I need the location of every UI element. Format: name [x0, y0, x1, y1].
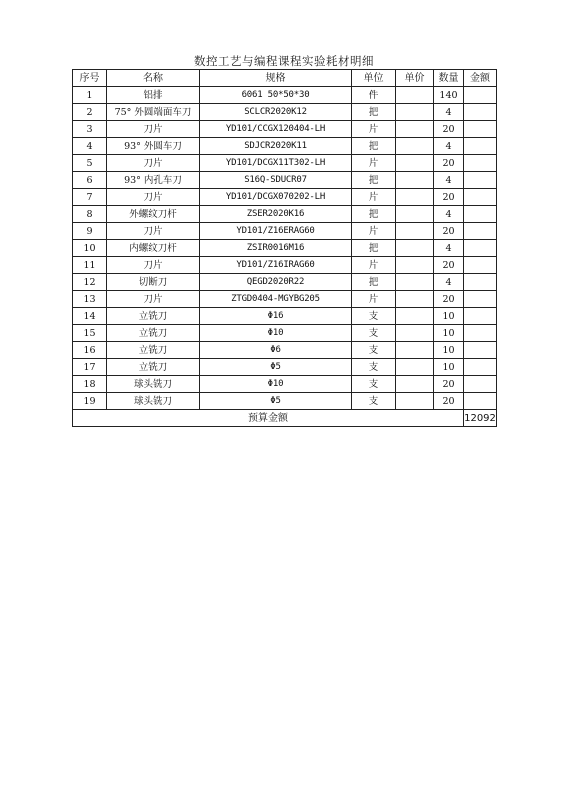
cell-name: 外螺纹刀杆 — [107, 206, 200, 223]
table-row — [73, 155, 497, 172]
cell-price — [396, 359, 434, 376]
cell-amount — [464, 359, 497, 376]
cell-unit: 支 — [352, 393, 396, 410]
cell-amount — [464, 342, 497, 359]
table-row — [73, 274, 497, 291]
cell-qty: 4 — [434, 172, 464, 189]
cell-name: 铝排 — [107, 87, 200, 104]
cell-spec: SDJCR2020K11 — [200, 138, 352, 155]
cell-qty: 20 — [434, 121, 464, 138]
table-row — [73, 240, 497, 257]
cell-qty: 10 — [434, 342, 464, 359]
table-row — [73, 359, 497, 376]
table-row — [73, 87, 497, 104]
cell-qty: 4 — [434, 104, 464, 121]
cell-no: 16 — [73, 342, 107, 359]
cell-qty: 20 — [434, 223, 464, 240]
cell-name: 刀片 — [107, 189, 200, 206]
cell-unit: 片 — [352, 291, 396, 308]
table-row — [73, 308, 497, 325]
cell-price — [396, 240, 434, 257]
cell-spec: Φ5 — [200, 359, 352, 376]
cell-unit: 把 — [352, 240, 396, 257]
cell-qty: 140 — [434, 87, 464, 104]
cell-name: 立铣刀 — [107, 325, 200, 342]
cell-price — [396, 206, 434, 223]
cell-qty: 4 — [434, 274, 464, 291]
cell-spec: YD101/DCGX070202-LH — [200, 189, 352, 206]
cell-no: 9 — [73, 223, 107, 240]
cell-amount — [464, 325, 497, 342]
cell-spec: YD101/Z16IRAG60 — [200, 257, 352, 274]
cell-price — [396, 342, 434, 359]
cell-amount — [464, 172, 497, 189]
cell-no: 7 — [73, 189, 107, 206]
cell-no: 5 — [73, 155, 107, 172]
cell-name: 刀片 — [107, 257, 200, 274]
cell-unit: 片 — [352, 189, 396, 206]
table-row — [73, 206, 497, 223]
cell-price — [396, 87, 434, 104]
cell-price — [396, 121, 434, 138]
cell-spec: S16Q-SDUCR07 — [200, 172, 352, 189]
cell-qty: 20 — [434, 291, 464, 308]
cell-name: 切断刀 — [107, 274, 200, 291]
cell-price — [396, 393, 434, 410]
total-value: 12092 — [464, 410, 497, 427]
cell-amount — [464, 121, 497, 138]
cell-amount — [464, 206, 497, 223]
table-row — [73, 393, 497, 410]
cell-no: 18 — [73, 376, 107, 393]
cell-price — [396, 189, 434, 206]
cell-qty: 10 — [434, 308, 464, 325]
cell-unit: 把 — [352, 274, 396, 291]
cell-name: 75° 外圆端面车刀 — [107, 104, 200, 121]
cell-no: 11 — [73, 257, 107, 274]
cell-unit: 支 — [352, 325, 396, 342]
cell-spec: YD101/Z16ERAG60 — [200, 223, 352, 240]
cell-unit: 把 — [352, 172, 396, 189]
cell-spec: ZSIR0016M16 — [200, 240, 352, 257]
header-no: 序号 — [73, 70, 107, 87]
cell-price — [396, 172, 434, 189]
cell-amount — [464, 87, 497, 104]
table-row — [73, 223, 497, 240]
table-row — [73, 138, 497, 155]
cell-name: 球头铣刀 — [107, 376, 200, 393]
table-row — [73, 189, 497, 206]
table-row — [73, 172, 497, 189]
cell-spec: ZSER2020K16 — [200, 206, 352, 223]
cell-price — [396, 257, 434, 274]
cell-name: 刀片 — [107, 291, 200, 308]
cell-name: 93° 外圆车刀 — [107, 138, 200, 155]
cell-qty: 4 — [434, 206, 464, 223]
header-qty: 数量 — [434, 70, 464, 87]
cell-no: 12 — [73, 274, 107, 291]
cell-no: 1 — [73, 87, 107, 104]
document-title: 数控工艺与编程课程实验耗材明细 — [194, 54, 374, 68]
cell-spec: Φ5 — [200, 393, 352, 410]
cell-unit: 支 — [352, 359, 396, 376]
cell-spec: QEGD2020R22 — [200, 274, 352, 291]
header-spec: 规格 — [200, 70, 352, 87]
header-price: 单价 — [396, 70, 434, 87]
cell-amount — [464, 223, 497, 240]
cell-unit: 片 — [352, 155, 396, 172]
cell-unit: 把 — [352, 104, 396, 121]
cell-unit: 片 — [352, 121, 396, 138]
cell-qty: 20 — [434, 376, 464, 393]
cell-price — [396, 376, 434, 393]
table-row — [73, 291, 497, 308]
cell-no: 10 — [73, 240, 107, 257]
cell-spec: YD101/DCGX11T302-LH — [200, 155, 352, 172]
cell-spec: Φ10 — [200, 376, 352, 393]
cell-name: 立铣刀 — [107, 308, 200, 325]
cell-spec: 6061 50*50*30 — [200, 87, 352, 104]
cell-no: 6 — [73, 172, 107, 189]
cell-no: 8 — [73, 206, 107, 223]
cell-qty: 20 — [434, 189, 464, 206]
cell-spec: Φ10 — [200, 325, 352, 342]
header-name: 名称 — [107, 70, 200, 87]
cell-spec: Φ6 — [200, 342, 352, 359]
cell-amount — [464, 257, 497, 274]
cell-price — [396, 325, 434, 342]
cell-spec: ZTGD0404-MGYBG205 — [200, 291, 352, 308]
consumables-table — [72, 69, 497, 427]
cell-price — [396, 291, 434, 308]
cell-no: 2 — [73, 104, 107, 121]
cell-no: 3 — [73, 121, 107, 138]
cell-unit: 把 — [352, 206, 396, 223]
cell-amount — [464, 240, 497, 257]
cell-qty: 10 — [434, 325, 464, 342]
table-row — [73, 257, 497, 274]
cell-no: 19 — [73, 393, 107, 410]
cell-amount — [464, 376, 497, 393]
cell-unit: 支 — [352, 342, 396, 359]
header-amount: 金额 — [464, 70, 497, 87]
total-label: 预算金额 — [73, 410, 464, 427]
cell-price — [396, 155, 434, 172]
cell-price — [396, 223, 434, 240]
cell-unit: 片 — [352, 257, 396, 274]
cell-name: 立铣刀 — [107, 342, 200, 359]
cell-price — [396, 274, 434, 291]
cell-name: 刀片 — [107, 155, 200, 172]
table-row — [73, 376, 497, 393]
cell-amount — [464, 189, 497, 206]
table-body — [73, 87, 497, 410]
total-row — [73, 410, 497, 427]
header-unit: 单位 — [352, 70, 396, 87]
cell-amount — [464, 291, 497, 308]
cell-qty: 4 — [434, 138, 464, 155]
cell-name: 立铣刀 — [107, 359, 200, 376]
cell-name: 内螺纹刀杆 — [107, 240, 200, 257]
cell-name: 刀片 — [107, 223, 200, 240]
table-row — [73, 121, 497, 138]
table-row — [73, 325, 497, 342]
cell-qty: 20 — [434, 155, 464, 172]
cell-unit: 把 — [352, 138, 396, 155]
cell-amount — [464, 274, 497, 291]
cell-unit: 支 — [352, 376, 396, 393]
cell-no: 13 — [73, 291, 107, 308]
cell-spec: Φ16 — [200, 308, 352, 325]
cell-qty: 20 — [434, 257, 464, 274]
cell-name: 93° 内孔车刀 — [107, 172, 200, 189]
table-row — [73, 342, 497, 359]
cell-qty: 10 — [434, 359, 464, 376]
cell-price — [396, 138, 434, 155]
cell-price — [396, 308, 434, 325]
cell-no: 15 — [73, 325, 107, 342]
cell-amount — [464, 155, 497, 172]
cell-price — [396, 104, 434, 121]
cell-amount — [464, 393, 497, 410]
cell-no: 14 — [73, 308, 107, 325]
cell-amount — [464, 104, 497, 121]
cell-name: 刀片 — [107, 121, 200, 138]
table-row — [73, 104, 497, 121]
cell-qty: 20 — [434, 393, 464, 410]
cell-spec: SCLCR2020K12 — [200, 104, 352, 121]
cell-unit: 支 — [352, 308, 396, 325]
cell-unit: 件 — [352, 87, 396, 104]
cell-unit: 片 — [352, 223, 396, 240]
cell-spec: YD101/CCGX120404-LH — [200, 121, 352, 138]
cell-amount — [464, 308, 497, 325]
cell-amount — [464, 138, 497, 155]
cell-no: 17 — [73, 359, 107, 376]
header-row — [73, 70, 497, 87]
cell-qty: 4 — [434, 240, 464, 257]
cell-no: 4 — [73, 138, 107, 155]
cell-name: 球头铣刀 — [107, 393, 200, 410]
